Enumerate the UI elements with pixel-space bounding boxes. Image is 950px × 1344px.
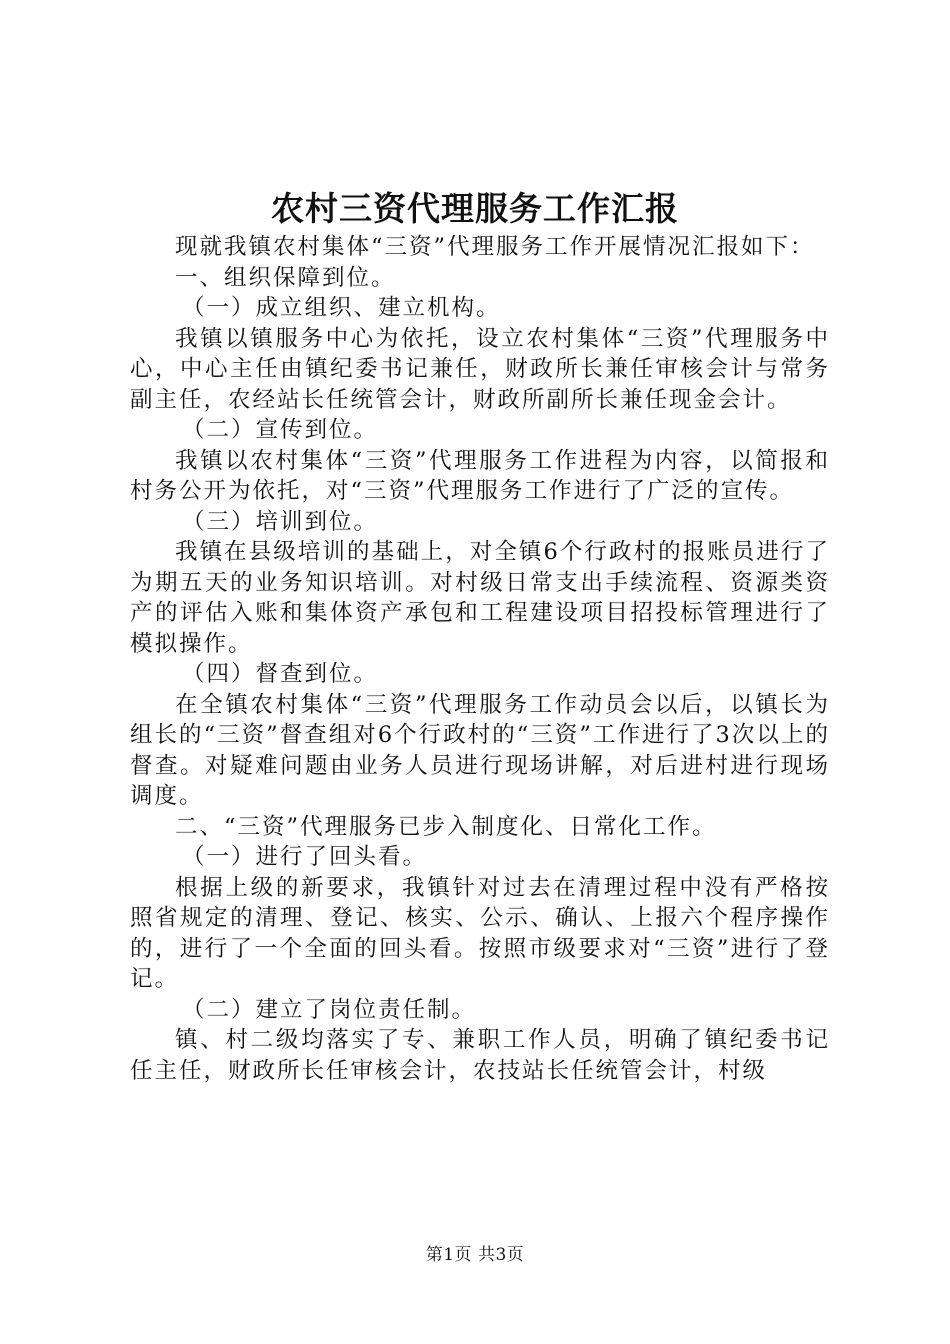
section-heading-2: 二、“三资”代理服务已步入制度化、日常化工作。: [175, 813, 717, 840]
subsection-heading-1-2: （二）宣传到位。: [182, 417, 379, 443]
paragraph-review: 根据上级的新要求，我镇针对过去在清理过程中没有严格按照省规定的清理、登记、核实、公示、确认、上报六个程序操作的，进行了一个全面的回头看。按照市级要求对“三资”进行了登记。: [130, 874, 830, 992]
paragraph-training: 我镇在县级培训的基础上，对全镇6个行政村的报账员进行了为期五天的业务知识培训。对村级日常支出手续流程、资源类资产的评估入账和集体资产承包和工程建设项目招投标管理进行了模拟操作。: [130, 539, 830, 657]
document-title: 农村三资代理服务工作汇报: [271, 189, 679, 228]
paragraph-responsibility: 镇、村二级均落实了专、兼职工作人员，明确了镇纪委书记任主任，财政所长任审核会计，农技站长任统管会计，村级: [130, 1027, 830, 1084]
subsection-heading-1-1: （一）成立组织、建立机构。: [182, 295, 501, 321]
subsection-heading-2-1: （一）进行了回头看。: [182, 844, 428, 870]
paragraph-supervision: 在全镇农村集体“三资”代理服务工作动员会以后，以镇长为组长的“三资”督查组对6个行政村的“三资”工作进行了3次以上的督查。对疑难问题由业务人员进行现场讲解，对后进村进行现场调度。: [130, 691, 830, 809]
document-body: [130, 232, 830, 1086]
paragraph-publicity: 我镇以农村集体“三资”代理服务工作进程为内容，以简报和村务公开为依托，对“三资”代理服务工作进行了广泛的宣传。: [130, 447, 830, 504]
subsection-heading-1-3: （三）培训到位。: [182, 508, 379, 535]
section-heading-1: 一、组织保障到位。: [175, 264, 396, 291]
page-footer: 第1页 共3页: [425, 1245, 525, 1265]
subsection-heading-1-4: （四）督查到位。: [182, 661, 379, 687]
paragraph-intro: 现就我镇农村集体“三资”代理服务工作开展情况汇报如下：: [175, 234, 815, 260]
subsection-heading-2-2: （二）建立了岗位责任制。: [182, 996, 477, 1023]
paragraph-organization: 我镇以镇服务中心为依托，设立农村集体“三资”代理服务中心，中心主任由镇纪委书记兼任，财政所长兼任审核会计与常务副主任，农经站长任统管会计，财政所副所长兼任现金会计。: [130, 325, 830, 413]
